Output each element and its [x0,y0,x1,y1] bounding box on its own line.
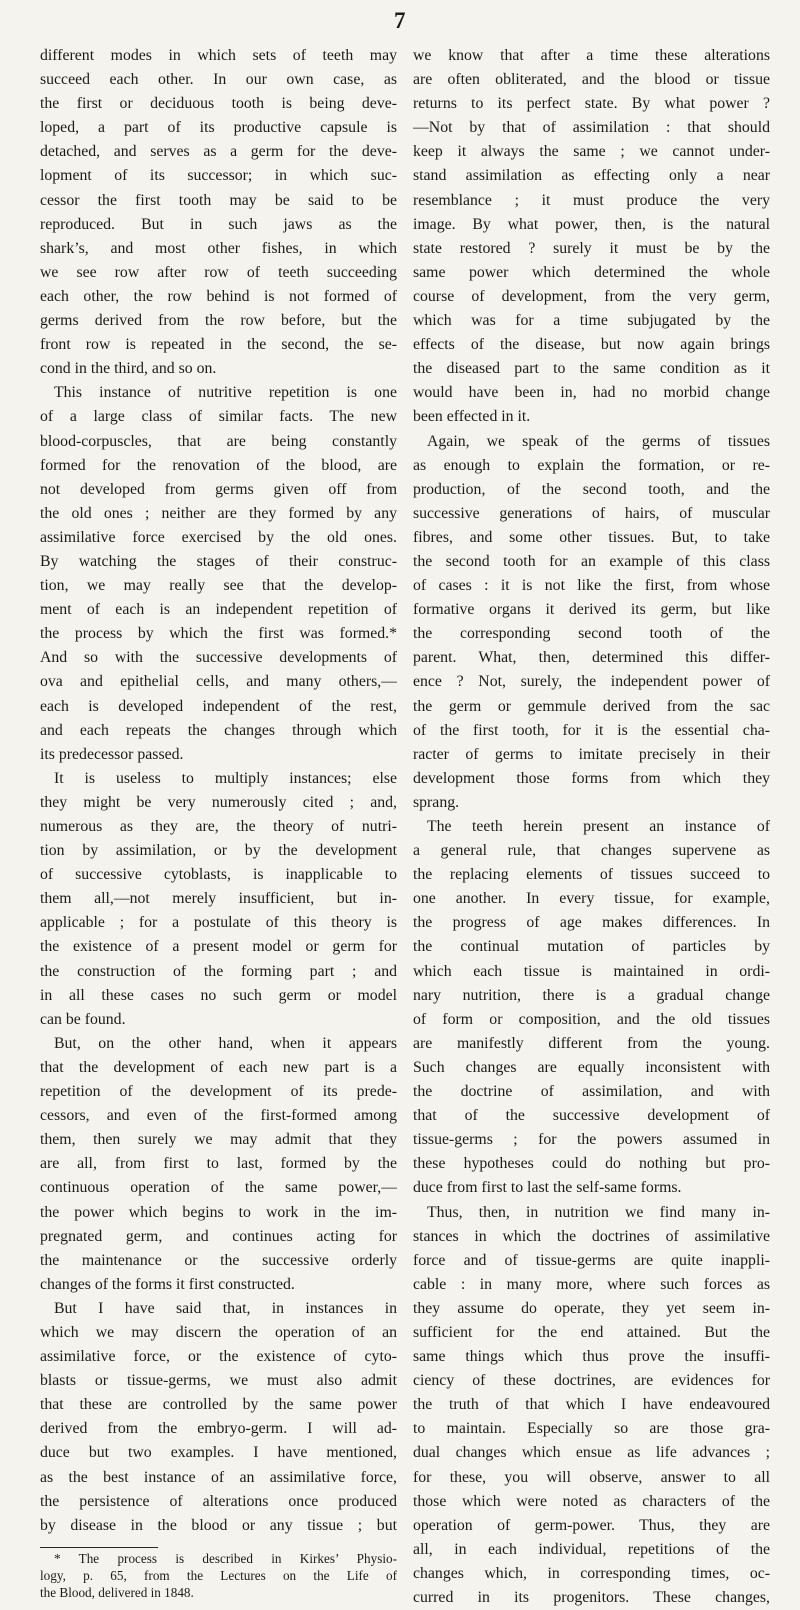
text-line: cessors, and even of the first-formed among [40,1107,397,1125]
text-line: for these, you will observe, answer to all [413,1468,770,1486]
text-line: not developed from germs given off from [40,480,397,498]
text-line: parent. What, then, determined this differ- [413,649,770,667]
text-line: effects of the disease, but now again brings [413,336,770,354]
text-line: dual changes which ensue as life advances ; [413,1444,770,1462]
text-line: which each tissue is maintained in ordi- [413,962,770,980]
text-line: that of the successive development of [413,1107,770,1125]
text-line: resemblance ; it must produce the very [413,191,770,209]
text-line: are often obliterated, and the blood or tissue [413,71,770,89]
text-line: the first or deciduous tooth is being deve- [40,95,397,113]
text-line: racter of germs to imitate precisely in their [413,745,770,763]
text-line: assimilative force exercised by the old ones. [40,528,397,546]
text-line: And so with the successive developments of [40,649,397,667]
text-line: Thus, then, in nutrition we find many in- [427,1203,770,1221]
text-line: tion, we may really see that the develop- [40,577,397,595]
text-line: —Not by that of assimilation : that should [413,119,770,137]
text-line: the diseased part to the same condition as it [413,360,770,378]
text-line: blasts or tissue-germs, we must also admit [40,1372,397,1390]
page-number: 7 [394,8,406,33]
text-line: been effected in it. [413,408,531,426]
text-line: operation of germ-power. Thus, they are [413,1516,770,1534]
text-line: the germ or gemmule derived from the sac [413,697,770,715]
text-line: same power which determined the whole [413,263,770,281]
text-line: we know that after a time these alterations [413,47,770,64]
text-line: pregnated germ, and continues acting for [40,1227,397,1245]
text-line: those which were noted as characters of the [413,1492,770,1510]
text-line: ciency of these doctrines, are evidences for [413,1372,770,1390]
text-line: shark’s, and most other fishes, in which [40,239,397,257]
text-line: keep it always the same ; we cannot under- [413,143,770,161]
text-line: ence ? Not, surely, the independent power of [413,673,770,691]
footnote-line: * The process is described in Kirkes’ Physio- [54,1550,397,1566]
text-line: these hypotheses could do nothing but pro- [413,1155,770,1173]
text-line: By watching the stages of their construc- [40,552,397,570]
text-line: we see row after row of teeth succeeding [40,263,397,281]
text-line: stand assimilation as effecting only a near [413,167,770,185]
text-line: germs derived from the row before, but the [40,312,397,330]
text-line: cond in the third, and so on. [40,360,217,378]
text-line: changes which, in corresponding times, oc- [413,1564,770,1582]
text-line: the old ones ; neither are they formed by any [40,504,397,522]
text-line: sufficient for the end attained. But the [413,1323,770,1341]
text-line: ova and epithelial cells, and many others,— [40,673,397,691]
text-line: the corresponding second tooth of the [413,625,770,643]
right-column [413,44,770,1610]
text-line: repetition of the development of its prede- [40,1083,397,1101]
text-line: applicable ; for a postulate of this theory is [40,914,397,932]
text-line: But, on the other hand, when it appears [54,1034,397,1052]
text-line: which was for a time subjugated by the [413,312,770,330]
text-line: tissue-germs ; for the powers assumed in [413,1131,770,1149]
text-line: they assume do operate, they yet seem in- [413,1299,770,1317]
text-line: This instance of nutritive repetition is one [54,384,397,402]
text-line: the construction of the forming part ; and [40,962,397,980]
footnote-line: logy, p. 65, from the Lectures on the Life of [40,1567,397,1583]
text-line: production, of the second tooth, and the [413,480,770,498]
text-line: the truth of that which I have endeavoured [413,1396,770,1414]
text-line: the process by which the first was formed.* [40,625,397,643]
text-line: duce from first to last the self-same forms. [413,1179,682,1197]
text-line: of a large class of similar facts. The new [40,408,397,426]
text-line: changes of the forms it first constructed. [40,1275,295,1293]
text-line: sprang. [413,793,460,811]
text-line: same things which thus prove the insuffi- [413,1348,770,1366]
text-line: they might be very numerously cited ; and, [40,793,397,811]
text-line: The teeth herein present an instance of [427,818,770,835]
text-line: successive generations of hairs, of muscular [413,504,770,522]
text-line: But I have said that, in instances in [54,1299,397,1317]
text-line: that the development of each new part is a [40,1058,397,1076]
text-line: the second tooth for an example of this class [413,552,770,570]
text-line: detached, and serves as a germ for the deve- [40,143,397,161]
text-line: curred in its progenitors. These changes, [413,1589,770,1606]
text-line: are all, from first to last, formed by the [40,1155,397,1173]
text-line: numerous as they are, the theory of nutri- [40,818,397,835]
text-line: front row is repeated in the second, the se- [40,336,397,354]
text-line: lopment of its successor; in which suc- [40,167,397,185]
text-line: of form or composition, and the old tissues [413,1010,770,1028]
text-line: of cases : it is not like the first, from whose [413,577,770,595]
footnote-rule [40,1547,158,1548]
text-line: It is useless to multiply instances; else [54,769,397,787]
text-line: can be found. [40,1010,126,1028]
left-column [40,44,397,1601]
text-line: nary nutrition, there is a gradual change [413,986,770,1004]
text-line: tion by assimilation, or by the development [40,842,397,860]
text-line: the progress of age makes differences. In [413,914,770,932]
text-line: would have been in, had no morbid change [413,384,770,402]
text-line: them all,—not merely insufficient, but in- [40,890,397,908]
text-line: and each repeats the changes through which [40,721,397,739]
text-line: fibres, and some other tissues. But, to take [413,528,770,546]
text-line: are manifestly different from the young. [413,1034,770,1052]
text-line: to maintain. Especially so are those gra- [413,1420,770,1438]
text-line: blood-corpuscles, that are being constantly [40,432,397,450]
text-line: continuous operation of the same power,— [40,1179,397,1197]
text-line: duce but two examples. I have mentioned, [40,1444,397,1462]
text-line: reproduced. But in such jaws as the [40,215,397,233]
text-line: formative organs it derived its germ, but like [413,601,770,619]
text-line: the replacing elements of tissues succeed to [413,866,770,884]
text-line: ment of each is an independent repetition of [40,601,397,619]
text-line: formed for the renovation of the blood, are [40,456,397,474]
text-line: which we may discern the operation of an [40,1323,397,1341]
text-line: them, then surely we may admit that they [40,1131,397,1149]
text-line: assimilative force, or the existence of cyto- [40,1348,397,1366]
text-line: derived from the embryo-germ. I will ad- [40,1420,397,1438]
text-line: as the best instance of an assimilative force, [40,1468,397,1486]
footnote-line: the Blood, delivered in 1848. [40,1584,194,1600]
text-line: each other, the row behind is not formed of [40,287,397,305]
text-line: state restored ? surely it must be by the [413,239,770,257]
text-line: of successive cytoblasts, is inapplicable to [40,866,397,884]
text-line: all, in each individual, repetitions of the [413,1540,770,1558]
text-line: image. By what power, then, is the natural [413,215,770,233]
text-line: different modes in which sets of teeth may [40,47,397,64]
text-line: the continual mutation of particles by [413,938,770,956]
text-line: of the first tooth, for it is the essential cha- [413,721,770,739]
text-line: as enough to explain the formation, or re- [413,456,770,474]
text-line: the existence of a present model or germ for [40,938,397,956]
text-line: succeed each other. In our own case, as [40,71,397,89]
text-line: returns to its perfect state. By what power ? [413,95,770,113]
text-line: stances in which the doctrines of assimilative [413,1227,770,1245]
text-line: Such changes are equally inconsistent with [413,1058,770,1076]
text-line: the power which begins to work in the im- [40,1203,397,1221]
text-line: the doctrine of assimilation, and with [413,1083,770,1101]
text-line: the maintenance or the successive orderly [40,1251,397,1269]
footnote [40,1550,397,1601]
text-line: each is developed independent of the rest, [40,697,397,715]
text-line: a general rule, that changes supervene as [413,842,770,860]
text-line: development those forms from which they [413,769,770,787]
text-line: cable : in many more, where such forces as [413,1275,770,1293]
text-line: by disease in the blood or any tissue ; but [40,1516,397,1534]
text-line: cessor the first tooth may be said to be [40,191,397,209]
text-line: its predecessor passed. [40,745,184,763]
text-line: in all these cases no such germ or model [40,986,397,1004]
text-line: Again, we speak of the germs of tissues [427,432,770,450]
text-line: the persistence of alterations once produced [40,1492,397,1510]
text-line: course of development, from the very germ, [413,287,770,305]
text-line: force and of tissue-germs are quite inappli- [413,1251,770,1269]
text-line: one another. In every tissue, for example, [413,890,770,908]
text-line: loped, a part of its productive capsule is [40,119,397,137]
text-line: that these are controlled by the same power [40,1396,397,1414]
